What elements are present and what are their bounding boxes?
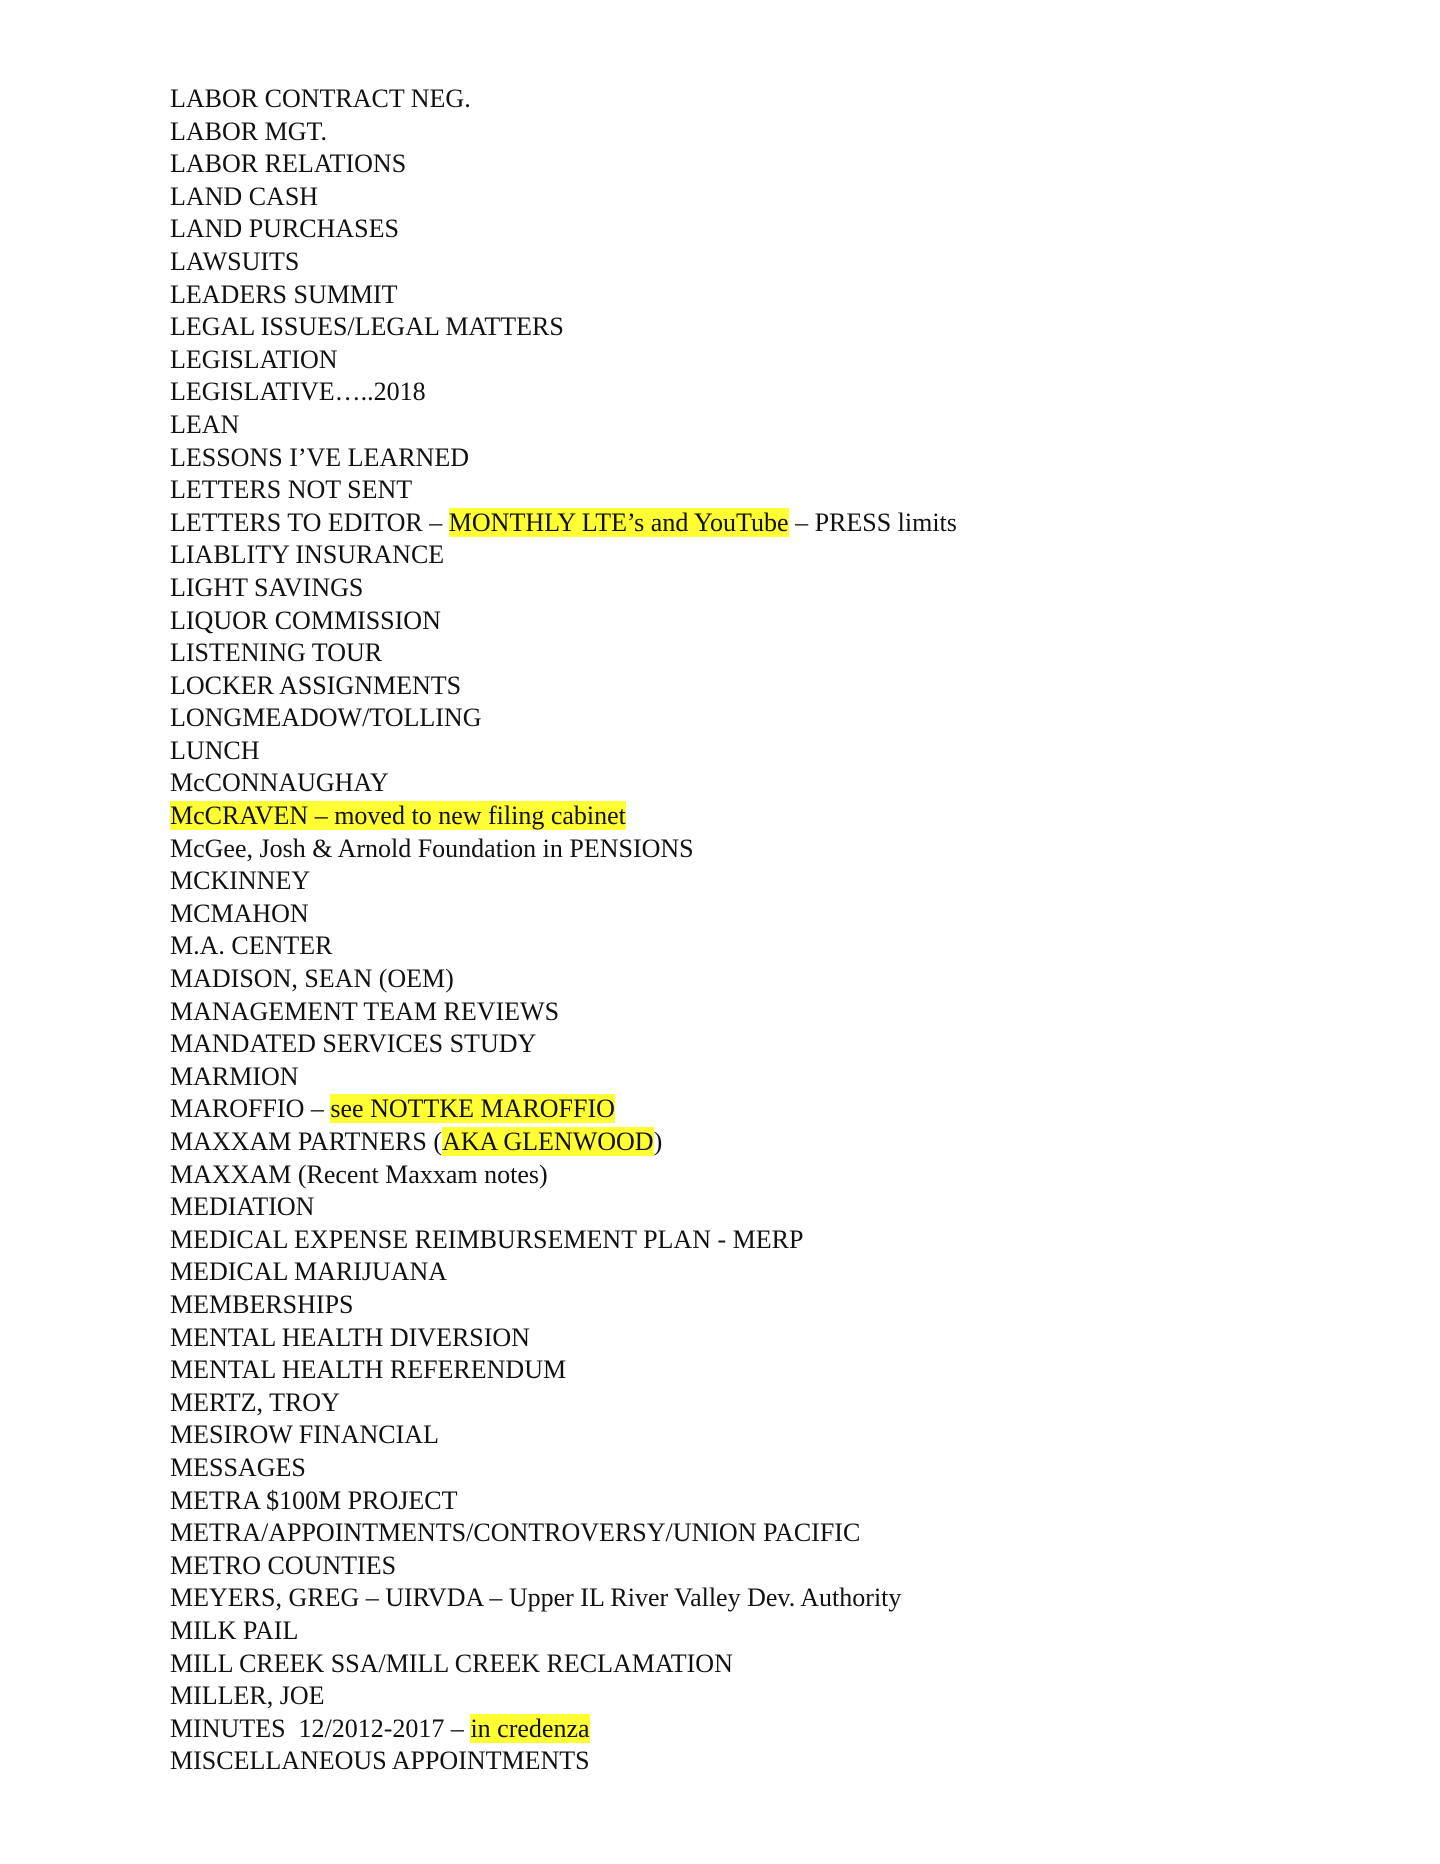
entry-text: LONGMEADOW/TOLLING xyxy=(170,703,482,733)
entry-text: MAXXAM (Recent Maxxam notes) xyxy=(170,1159,548,1189)
list-item xyxy=(170,1517,957,1550)
entry-text: McCONNAUGHAY xyxy=(170,768,389,798)
list-item xyxy=(170,246,957,279)
list-item xyxy=(170,409,957,442)
entry-text: MAXXAM PARTNERS ( xyxy=(170,1127,442,1156)
entry-text: METRA/APPOINTMENTS/CONTROVERSY/UNION PACIFIC xyxy=(170,1518,861,1548)
entry-text: MCKINNEY xyxy=(170,866,311,896)
list-item xyxy=(170,442,957,475)
entry-text: MISCELLANEOUS APPOINTMENTS xyxy=(170,1746,590,1776)
entry-text: LABOR CONTRACT NEG. xyxy=(170,84,471,113)
list-item xyxy=(170,344,957,377)
entry-text: MEDIATION xyxy=(170,1192,315,1222)
entry-text: MILL CREEK SSA/MILL CREEK RECLAMATION xyxy=(170,1648,733,1678)
list-item xyxy=(170,116,957,149)
list-item xyxy=(170,572,957,605)
list-item xyxy=(170,181,957,214)
entry-text: LAND PURCHASES xyxy=(170,214,399,244)
list-item xyxy=(170,1680,957,1713)
list-item xyxy=(170,898,957,931)
list-item xyxy=(170,1322,957,1355)
list-item xyxy=(170,507,957,540)
entry-text: LABOR MGT. xyxy=(170,116,327,146)
list-item xyxy=(170,148,957,181)
highlighted-text: MONTHLY LTE’s and YouTube xyxy=(448,507,789,537)
list-item xyxy=(170,767,957,800)
list-item xyxy=(170,865,957,898)
list-item xyxy=(170,279,957,312)
list-item xyxy=(170,376,957,409)
entry-text: MANAGEMENT TEAM REVIEWS xyxy=(170,996,560,1026)
list-item xyxy=(170,311,957,344)
entry-text: LISTENING TOUR xyxy=(170,638,383,668)
entry-text: MEDICAL MARIJUANA xyxy=(170,1257,448,1287)
list-item xyxy=(170,1452,957,1485)
entry-text: LEGAL ISSUES/LEGAL MATTERS xyxy=(170,312,564,342)
list-item xyxy=(170,1550,957,1583)
entry-text: MENTAL HEALTH REFERENDUM xyxy=(170,1355,567,1385)
list-item xyxy=(170,1061,957,1094)
entry-text: LEAN xyxy=(170,409,240,439)
entry-text: LEGISLATION xyxy=(170,344,338,374)
entry-text: LAWSUITS xyxy=(170,246,300,276)
list-item xyxy=(170,1648,957,1681)
entry-text: MENTAL HEALTH DIVERSION xyxy=(170,1322,530,1352)
entry-text: LEGISLATIVE…..2018 xyxy=(170,377,426,407)
list-item xyxy=(170,1615,957,1648)
list-item xyxy=(170,833,957,866)
list-item xyxy=(170,474,957,507)
entry-text: MARMION xyxy=(170,1061,299,1091)
entry-text: LIABLITY INSURANCE xyxy=(170,540,445,570)
entry-text: LABOR RELATIONS xyxy=(170,149,407,179)
entry-text: LIQUOR COMMISSION xyxy=(170,605,441,635)
list-item xyxy=(170,1387,957,1420)
entry-text: LETTERS NOT SENT xyxy=(170,475,413,505)
list-item xyxy=(170,1419,957,1452)
highlighted-text: in credenza xyxy=(470,1713,590,1743)
entry-text: MESIROW FINANCIAL xyxy=(170,1420,439,1450)
entry-text: MEYERS, GREG – UIRVDA – Upper IL River Valley Dev. Authority xyxy=(170,1583,902,1613)
entry-text: MINUTES 12/2012-2017 – xyxy=(170,1713,471,1743)
list-item xyxy=(170,83,957,116)
entry-text: M.A. CENTER xyxy=(170,931,333,961)
list-item xyxy=(170,637,957,670)
entry-text: MILLER, JOE xyxy=(170,1681,325,1711)
entry-text: MADISON, SEAN (OEM) xyxy=(170,964,454,994)
list-item xyxy=(170,930,957,963)
list-item xyxy=(170,539,957,572)
entry-text: – PRESS limits xyxy=(788,507,957,537)
entry-text: MCMAHON xyxy=(170,898,309,928)
highlighted-text: AKA GLENWOOD xyxy=(441,1127,654,1156)
list-item xyxy=(170,1354,957,1387)
entry-text: McGee, Josh & Arnold Foundation in PENSIONS xyxy=(170,833,694,863)
entry-text: LIGHT SAVINGS xyxy=(170,572,364,602)
file-index-list xyxy=(170,83,957,1778)
list-item xyxy=(170,1256,957,1289)
highlighted-text: see NOTTKE MAROFFIO xyxy=(330,1094,615,1124)
list-item xyxy=(170,996,957,1029)
entry-text: MANDATED SERVICES STUDY xyxy=(170,1029,537,1059)
entry-text: MESSAGES xyxy=(170,1452,306,1482)
entry-text: LUNCH xyxy=(170,735,260,765)
list-item xyxy=(170,702,957,735)
entry-text: METRA $100M PROJECT xyxy=(170,1485,458,1515)
entry-text: MAROFFIO – xyxy=(170,1094,331,1124)
list-item xyxy=(170,1289,957,1322)
entry-text: LEADERS SUMMIT xyxy=(170,279,398,309)
list-item xyxy=(170,1093,957,1126)
entry-text: ) xyxy=(653,1127,663,1156)
entry-text: METRO COUNTIES xyxy=(170,1550,397,1580)
entry-text: MERTZ, TROY xyxy=(170,1387,340,1417)
list-item xyxy=(170,670,957,703)
entry-text: LAND CASH xyxy=(170,181,319,211)
highlighted-text: McCRAVEN – moved to new filing cabinet xyxy=(170,801,626,831)
list-item xyxy=(170,213,957,246)
entry-text: MEMBERSHIPS xyxy=(170,1289,354,1319)
entry-text: LOCKER ASSIGNMENTS xyxy=(170,670,462,700)
list-item xyxy=(170,1713,957,1746)
list-item xyxy=(170,605,957,638)
list-item xyxy=(170,1191,957,1224)
list-item xyxy=(170,735,957,768)
list-item xyxy=(170,1582,957,1615)
entry-text: MILK PAIL xyxy=(170,1615,299,1645)
list-item xyxy=(170,800,957,833)
list-item xyxy=(170,1159,957,1192)
entry-text: LESSONS I’VE LEARNED xyxy=(170,442,469,472)
list-item xyxy=(170,963,957,996)
entry-text: LETTERS TO EDITOR – xyxy=(170,507,449,537)
list-item xyxy=(170,1485,957,1518)
list-item xyxy=(170,1745,957,1778)
list-item xyxy=(170,1126,957,1159)
list-item xyxy=(170,1028,957,1061)
entry-text: MEDICAL EXPENSE REIMBURSEMENT PLAN - MERP xyxy=(170,1224,804,1254)
list-item xyxy=(170,1224,957,1257)
